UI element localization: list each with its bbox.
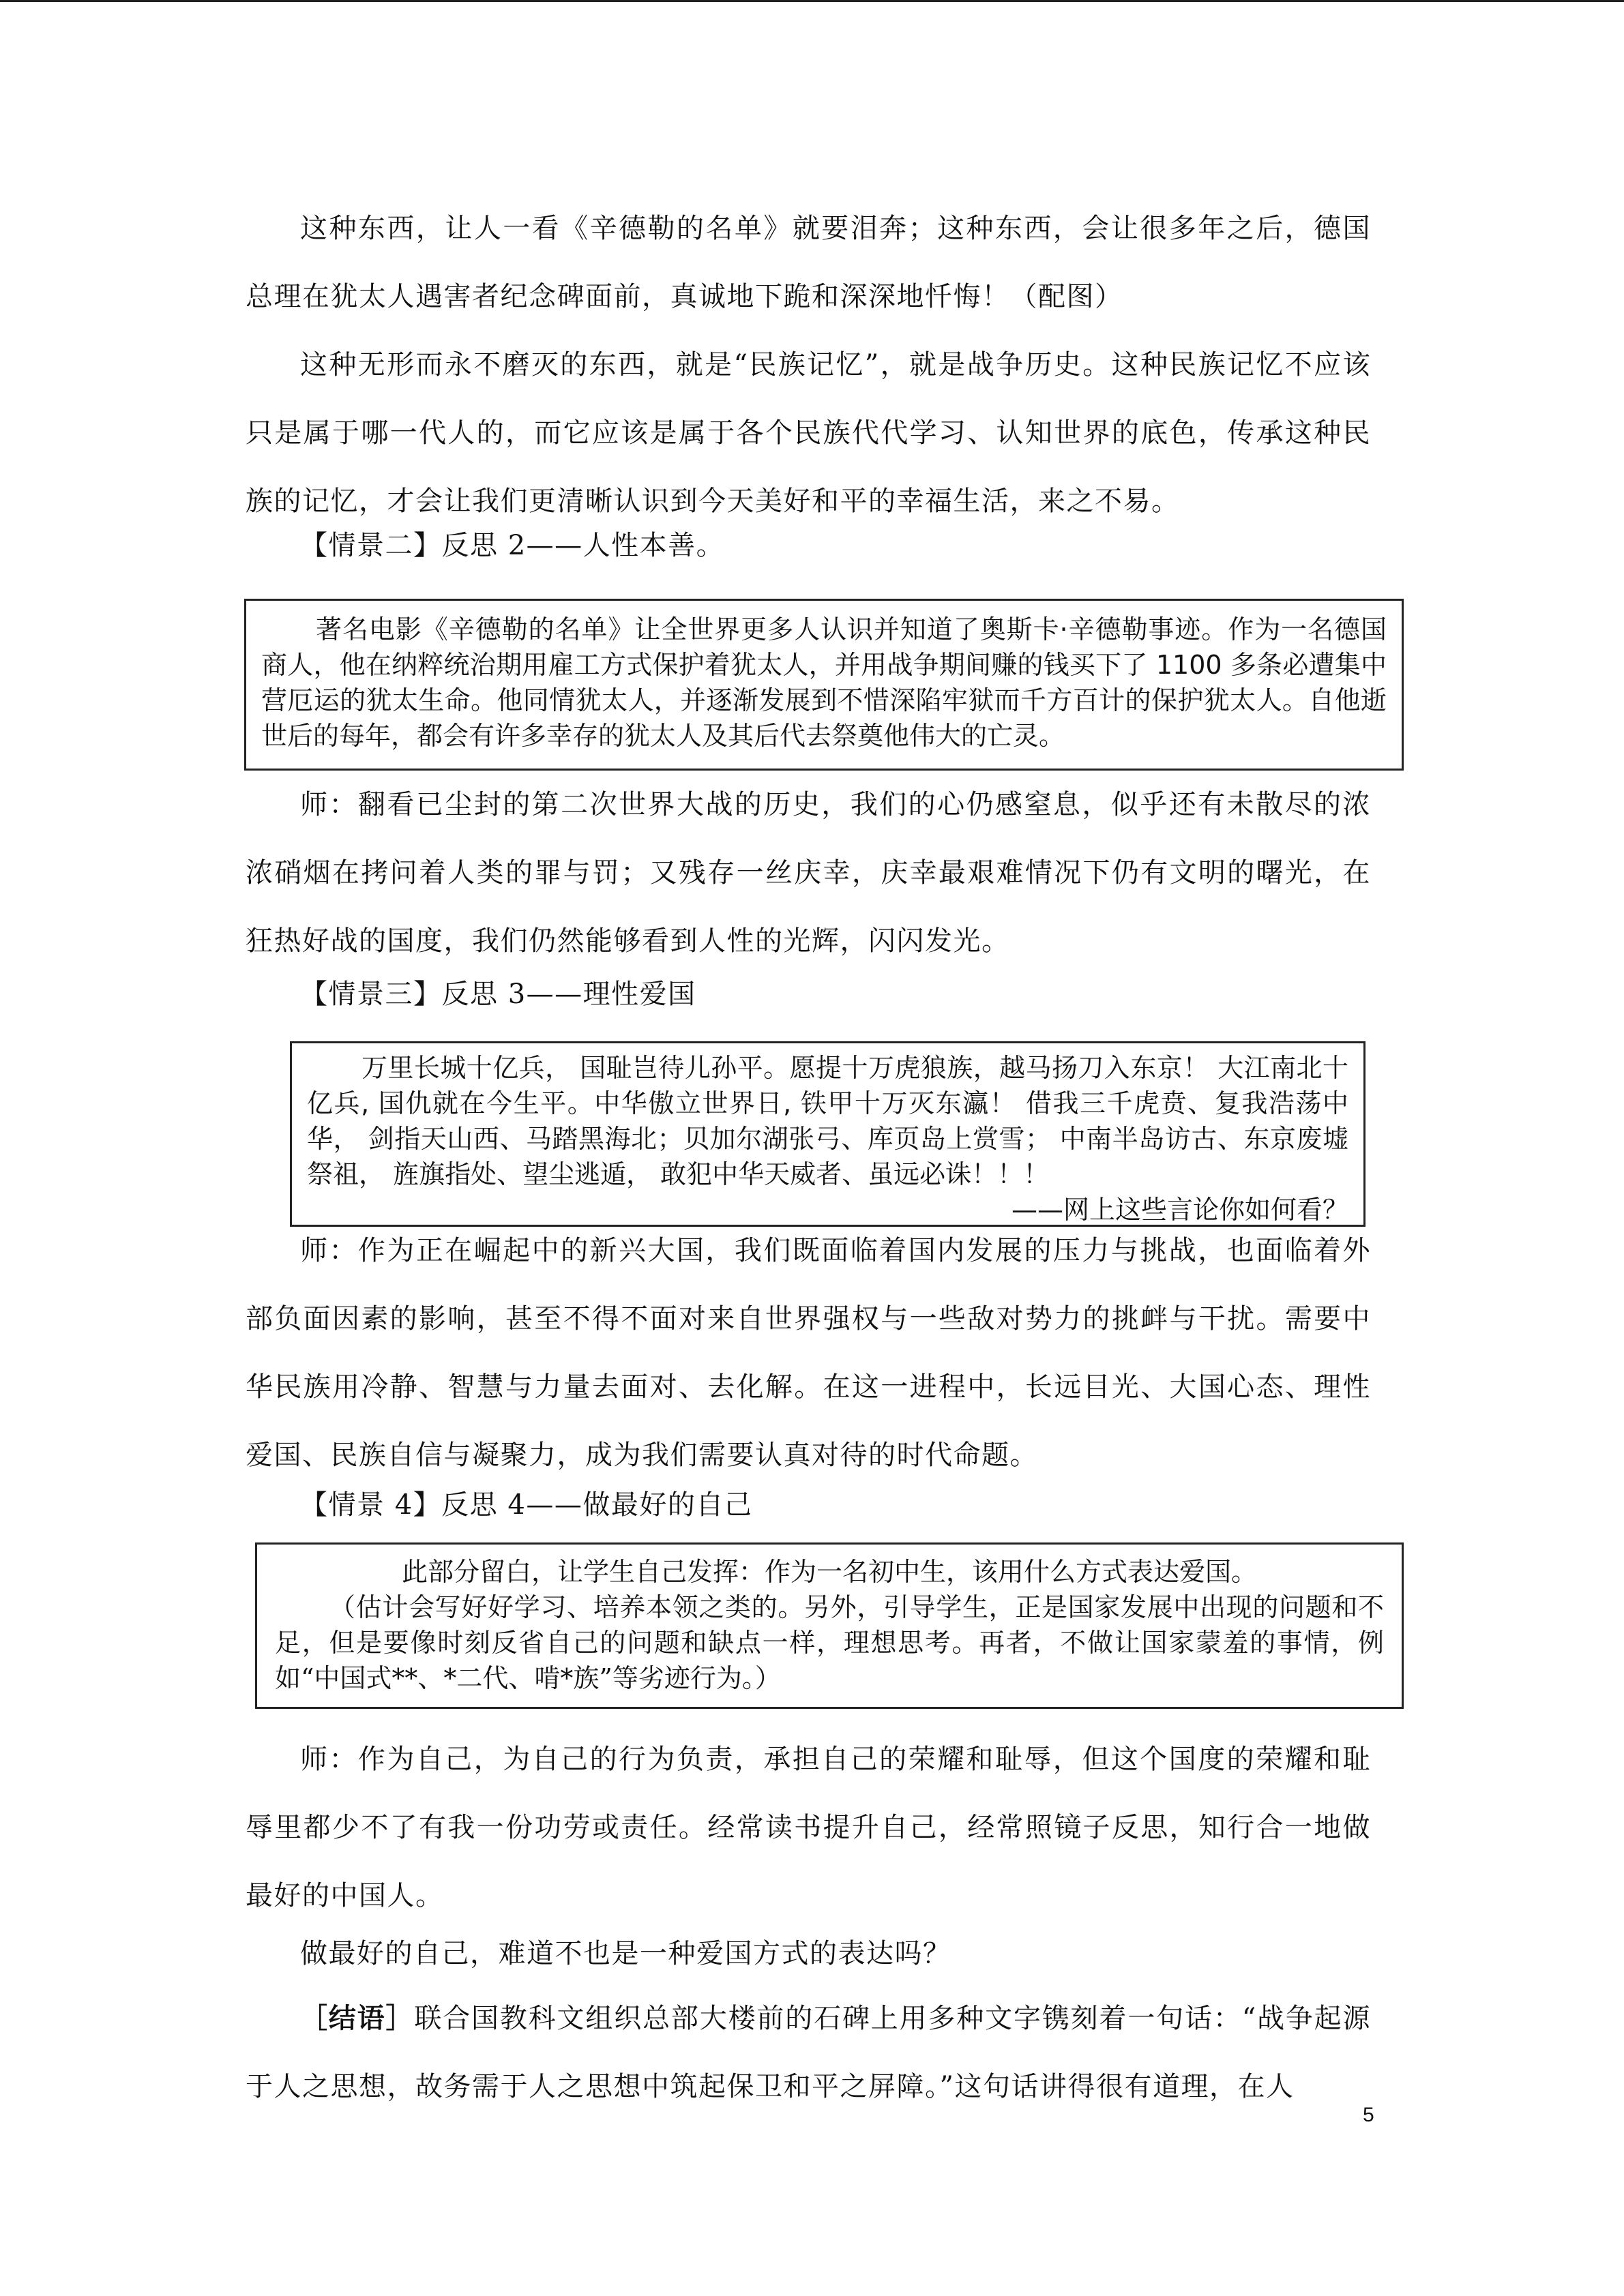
box-student-task-line2: （估计会写好好学习、培养本领之类的。另外，引导学生，正是国家发展中出现的问题和不足，但是要像时刻反省自己的问题和缺点一样，理想思考。再者，不做让国家蒙羞的事情，例如“中国式**、*二代、啃*族”等劣迹行为。） xyxy=(275,1592,1384,1693)
conclusion-label: ［结语］ xyxy=(300,2002,415,2034)
paragraph-teacher-reflection-2: 师：作为正在崛起中的新兴大国，我们既面临着国内发展的压力与挑战，也面临着外部负面因素的影响，甚至不得不面对来自世界强权与一些敌对势力的挑衅与干扰。需要中华民族用冷静、智慧与力量去面对、去化解。在这一进程中，长远目光、大国心态、理性爱国、民族自信与凝聚力，成为我们需要认真对待的时代命题。 xyxy=(246,1235,1371,1471)
conclusion-text: 联合国教科文组织总部大楼前的石碑上用多种文字镌刻着一句话：“战争起源于人之思想，故务需于人之思想中筑起保卫和平之屏障。”这句话讲得很有道理，在人 xyxy=(246,2003,1371,2102)
paragraph-memory-intro: 这种东西，让人一看《辛德勒的名单》就要泪奔；这种东西，会让很多年之后，德国总理在犹太人遇害者纪念碑面前，真诚地下跪和深深地忏悔！（配图） xyxy=(246,213,1371,312)
heading-scenario-4: 【情景 4】反思 4——做最好的自己 xyxy=(300,1489,753,1521)
box-online-comments-question: ——网上这些言论你如何看？ xyxy=(1011,1195,1348,1225)
paragraph-teacher-reflection-3: 师：作为自己，为自己的行为负责，承担自己的荣耀和耻辱，但这个国度的荣耀和耻辱里都少不了有我一份功劳或责任。经常读书提升自己，经常照镜子反思，知行合一地做最好的中国人。 xyxy=(246,1744,1371,1911)
heading-scenario-3: 【情景三】反思 3——理性爱国 xyxy=(300,979,696,1010)
top-border-line xyxy=(0,0,1624,2)
box-schindler-text: 著名电影《辛德勒的名单》让全世界更多人认识并知道了奥斯卡·辛德勒事迹。作为一名德国商人，他在纳粹统治期用雇工方式保护着犹太人，并用战争期间赚的钱买下了 1100 多条必遭集中营厄运的犹太生命。他同情犹太人，并逐渐发展到不惜深陷牢狱而千方百计的保护犹太人。自他逝世后的每年，都会有许多幸存的犹太人及其后代去祭奠他伟大的亡灵。 xyxy=(261,614,1387,751)
box-online-comments-text: 万里长城十亿兵， 国耻岂待儿孙平。愿提十万虎狼族，越马扬刀入东京！ 大江南北十亿兵, 国仇就在今生平。中华傲立世界日, 铁甲十万灭东瀛！ 借我三千虎贲、复我浩荡中华， 剑指天山西、马踏黑海北；贝加尔湖张弓、库页岛上赏雪； 中南半岛访古、东京废墟祭祖， 旌旗指处、望尘逃遁， 敢犯中华天威者、虽远必诛！！！ xyxy=(307,1053,1348,1189)
text-box-schindler xyxy=(244,599,1404,771)
heading-scenario-2: 【情景二】反思 2——人性本善。 xyxy=(300,530,725,561)
paragraph-national-memory: 这种无形而永不磨灭的东西，就是“民族记忆”，就是战争历史。这种民族记忆不应该只是属于哪一代人的，而它应该是属于各个民族代代学习、认知世界的底色，传承这种民族的记忆，才会让我们更清晰认识到今天美好和平的幸福生活，来之不易。 xyxy=(246,349,1371,517)
text-box-student-task xyxy=(255,1542,1404,1709)
paragraph-conclusion xyxy=(246,1984,1371,2121)
paragraph-teacher-reflection-1: 师：翻看已尘封的第二次世界大战的历史，我们的心仍感窒息，似乎还有未散尽的浓浓硝烟在拷问着人类的罪与罚；又残存一丝庆幸，庆幸最艰难情况下仍有文明的曙光，在狂热好战的国度，我们仍然能够看到人性的光辉，闪闪发光。 xyxy=(246,789,1371,957)
page-number: 5 xyxy=(1363,2104,1374,2126)
box-student-task-line1: 此部分留白，让学生自己发挥：作为一名初中生，该用什么方式表达爱国。 xyxy=(401,1557,1257,1587)
text-box-online-comments xyxy=(290,1041,1365,1227)
paragraph-best-self: 做最好的自己，难道不也是一种爱国方式的表达吗？ xyxy=(300,1938,951,1969)
